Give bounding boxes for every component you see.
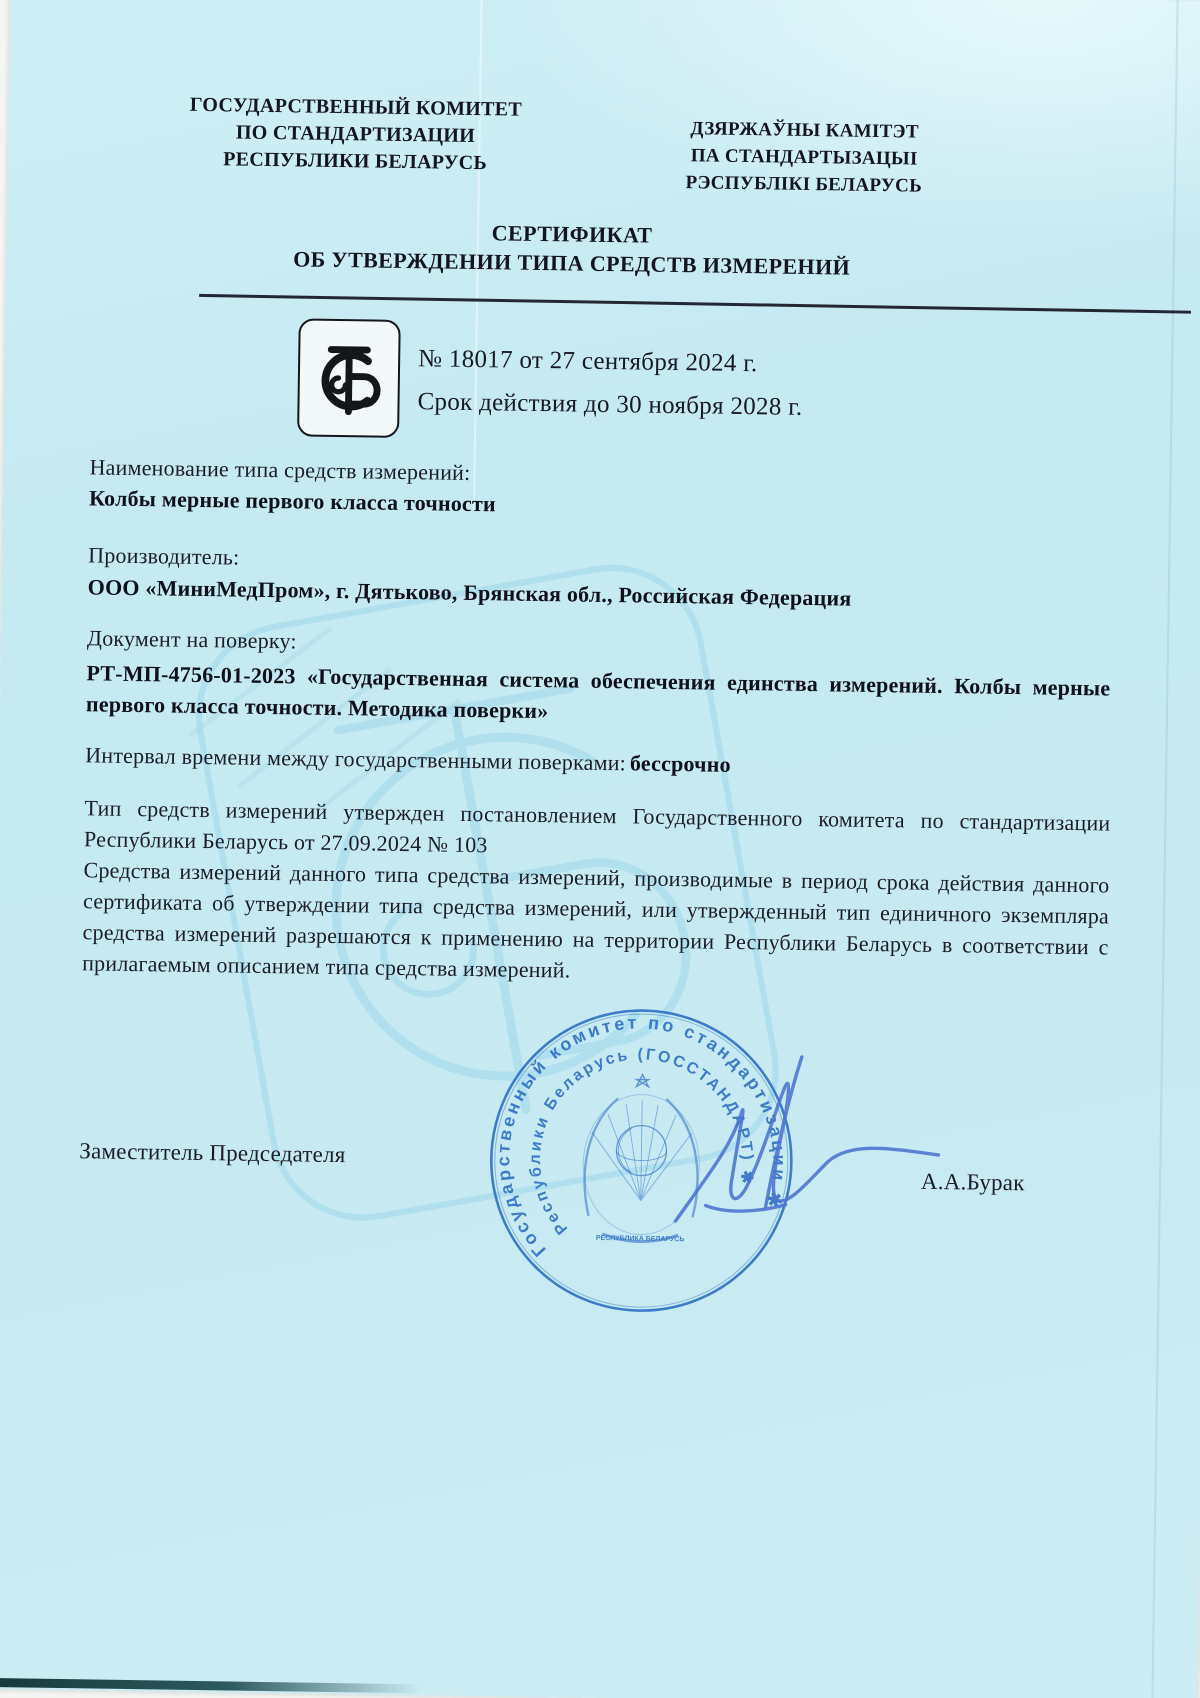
- document-title: [146, 213, 997, 284]
- field-interval-label: Интервал времени между государственными поверками:: [85, 742, 627, 776]
- issuer-ru-line1: ГОСУДАРСТВЕННЫЙ КОМИТЕТ: [189, 93, 523, 121]
- stb-logo-icon: [305, 327, 393, 430]
- body-paragraph-1: Тип средств измерений утвержден постановлением Государственного комитета по стандартизации Республики Беларусь от 27.09.2024 № 103: [83, 795, 1111, 858]
- stamp-inner-ring-text: Республики Беларусь (ГОССТАНДАРТ) ✱: [527, 1046, 756, 1238]
- field-verification-doc-value: РТ-МП-4756-01-2023 «Государственная система обеспечения единства измерений. Колбы мерные первого класса точности. Методика поверки»: [85, 660, 1111, 724]
- signature-scribble-icon: [647, 1025, 950, 1239]
- field-verification-doc-label: Документ на поверку:: [86, 625, 297, 654]
- stamp-outer-ring-text: Государственный комитет по стандартизации ✱: [493, 1012, 790, 1261]
- issuer-header-belarusian: [644, 115, 965, 201]
- title-line2: ОБ УТВЕРЖДЕНИИ ТИПА СРЕДСТВ ИЗМЕРЕНИЙ: [292, 246, 851, 280]
- signer-name: А.А.Бурак: [920, 1168, 1025, 1196]
- body-paragraph-2: Средства измерений данного типа средства измерений, производимые в период срока действия данного сертификата об утверждении типа средства измерений, или утвержденный тип единичного экземпляра средства измерений разрешаются к применению на территории Республики Беларусь в соответствии с прилагаемым описанием типа средства измерений.: [82, 857, 1110, 983]
- issuer-by-line1: ДЗЯРЖАЎНЫ КАМІТЭТ: [690, 118, 919, 143]
- certificate-validity: Срок действия до 30 ноября 2028 г.: [417, 388, 803, 421]
- stamp-emblem-caption: РЕСПУБЛИКА БЕЛАРУСЬ: [595, 1234, 685, 1244]
- title-underline: [199, 294, 1191, 314]
- issuer-ru-line3: РЕСПУБЛИКИ БЕЛАРУСЬ: [223, 148, 488, 175]
- field-name-label: Наименование типа средств измерений:: [89, 454, 471, 485]
- issuer-ru-line2: ПО СТАНДАРТИЗАЦИИ: [235, 121, 476, 148]
- issuer-by-line2: ПА СТАНДАРТЫЗАЦЫІ: [690, 145, 918, 170]
- signer-position-title: Заместитель Председателя: [79, 1138, 346, 1168]
- certificate-number: № 18017 от 27 сентября 2024 г.: [417, 345, 758, 378]
- paper-edge-line: [1151, 0, 1178, 1698]
- title-line1: СЕРТИФИКАТ: [491, 220, 653, 248]
- scan-edge-shadow: [0, 1678, 422, 1693]
- field-manufacturer-label: Производитель:: [88, 542, 240, 570]
- issuer-by-line3: РЭСПУБЛІКІ БЕЛАРУСЬ: [685, 172, 923, 197]
- issuer-header-russian: [171, 92, 540, 178]
- stb-logo: [297, 318, 401, 438]
- field-manufacturer-value: ООО «МиниМедПром», г. Дятьково, Брянская обл., Российская Федерация: [87, 574, 852, 611]
- field-interval-value: бессрочно: [629, 750, 731, 777]
- field-name-value: Колбы мерные первого класса точности: [88, 485, 497, 517]
